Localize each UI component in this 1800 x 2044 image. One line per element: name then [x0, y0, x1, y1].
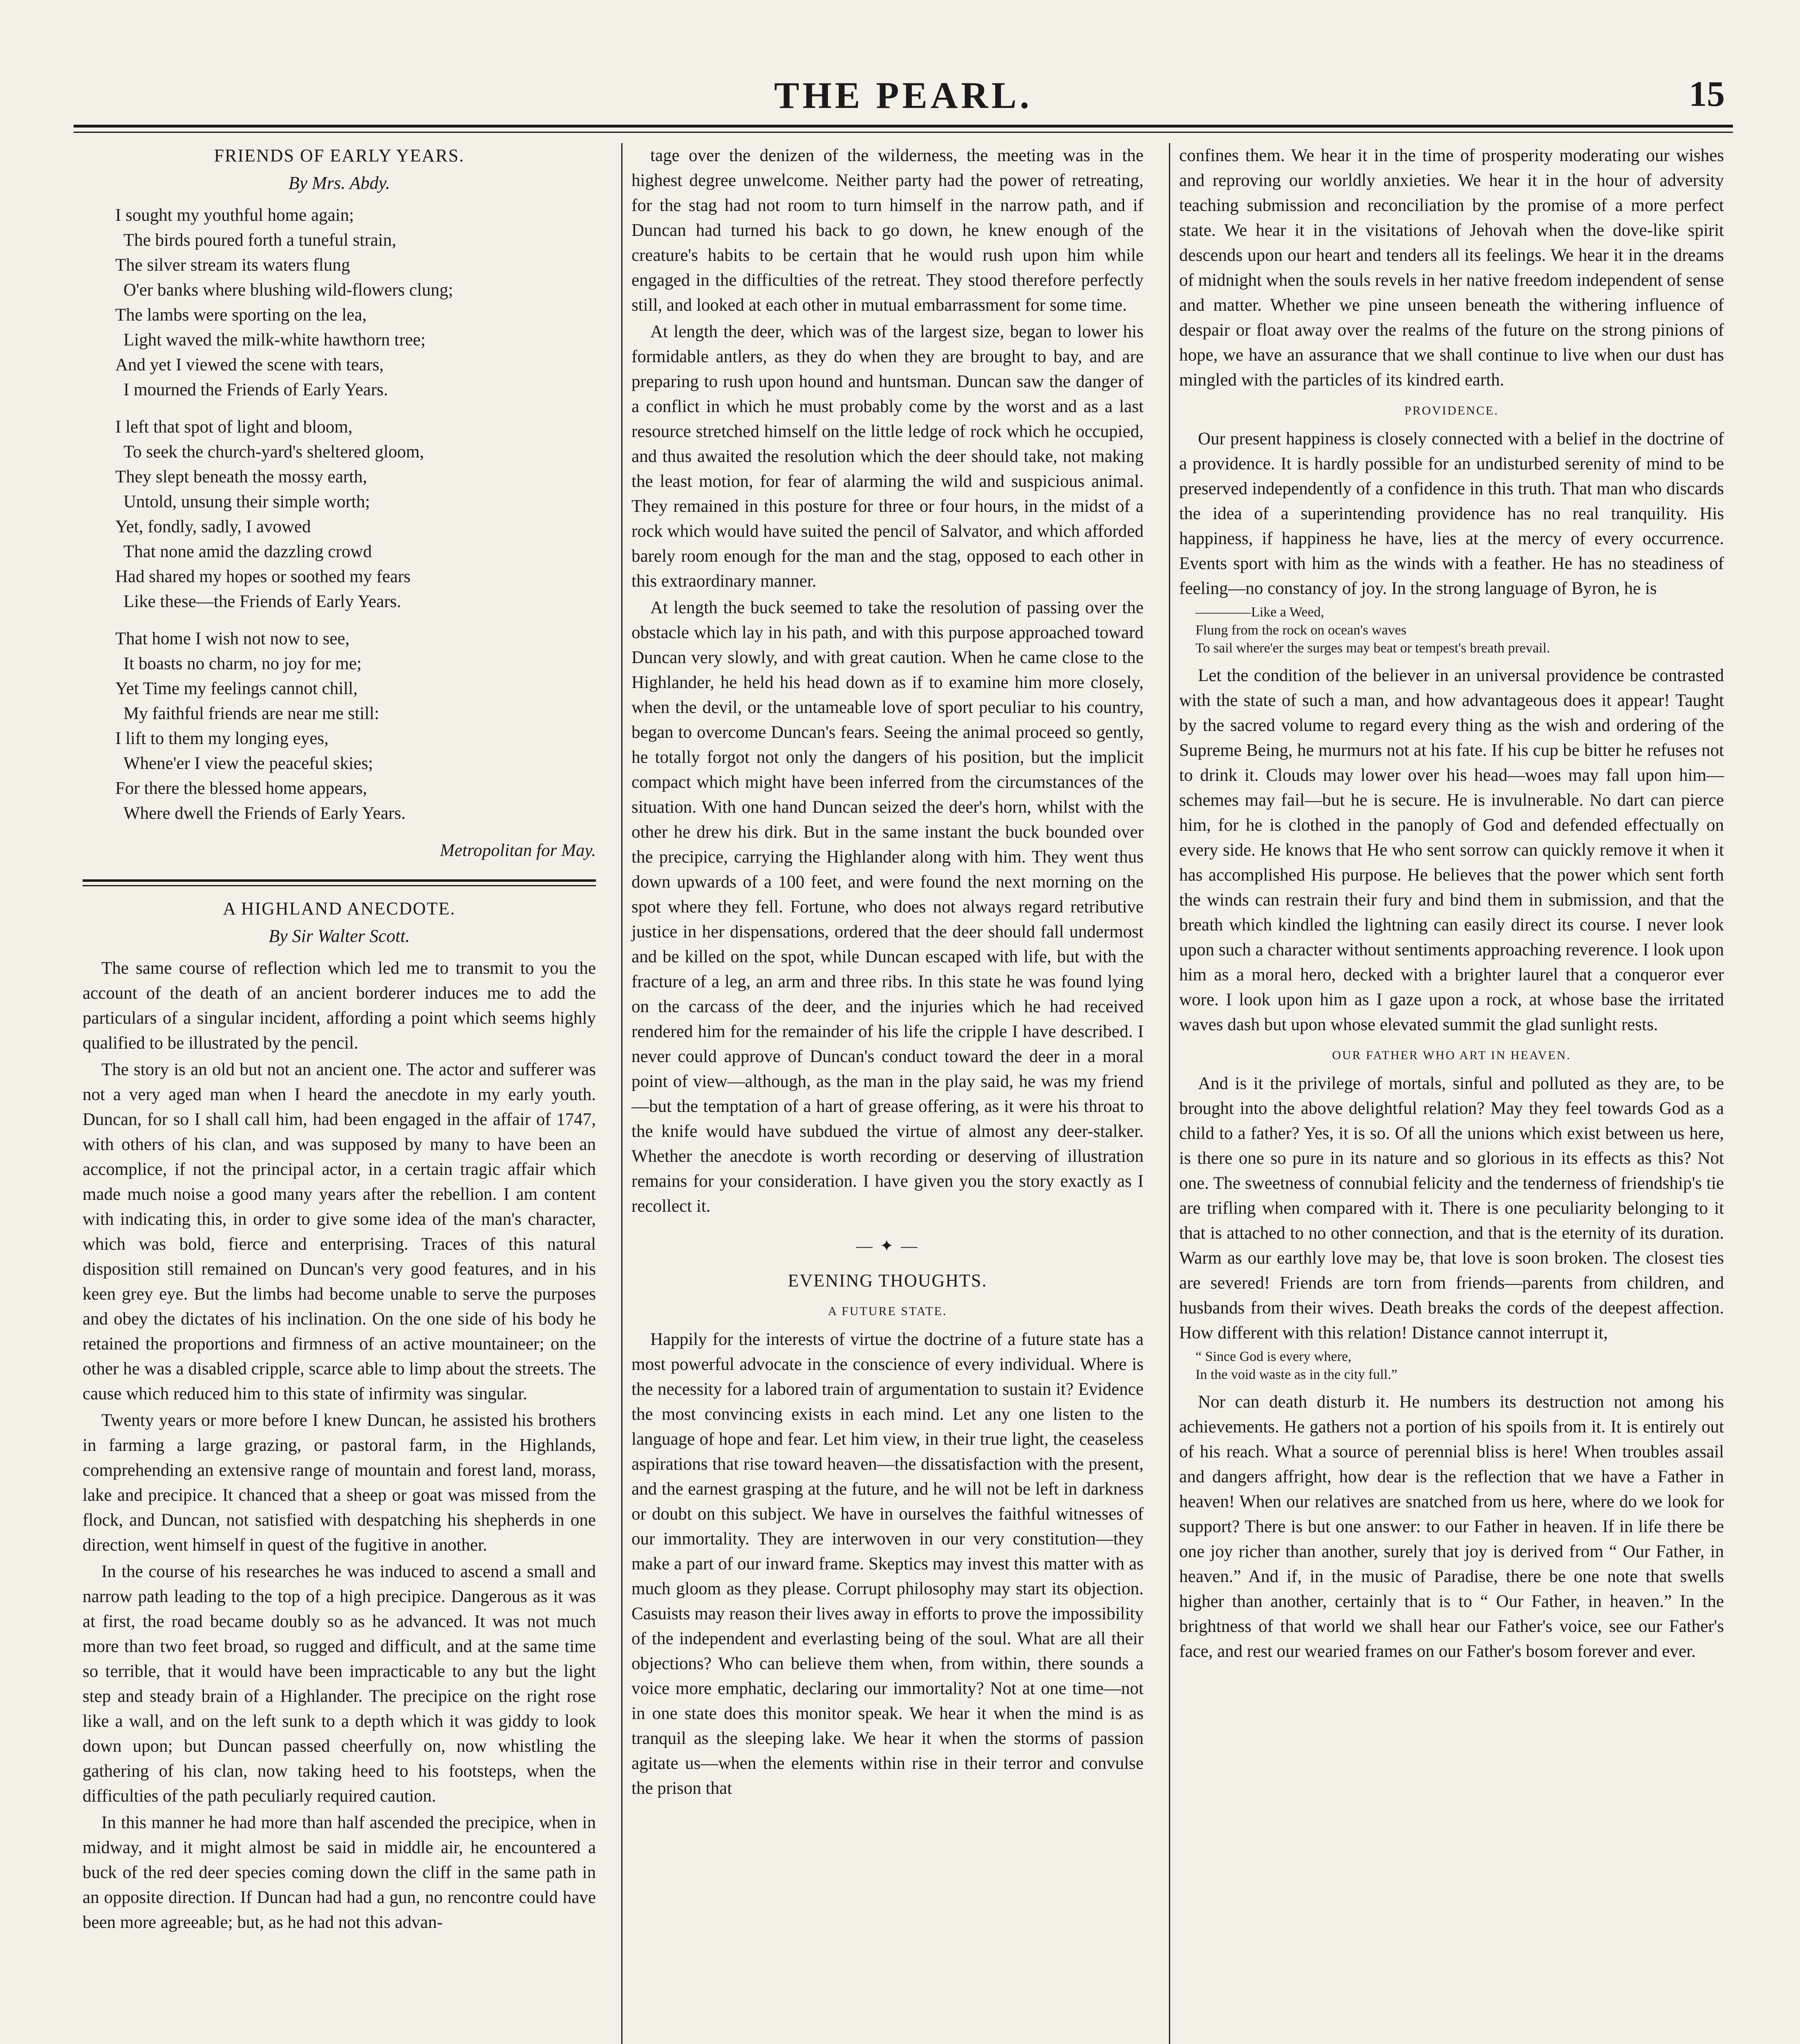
- poem-stanza: [83, 415, 596, 614]
- poem-line: The lambs were sporting on the lea,: [115, 305, 367, 325]
- anecdote-paragraph: At length the deer, which was of the largest size, began to lower his formidable antlers, as they do when they are brought to bay, and are preparing to rush upon hound and huntsman. Duncan saw the danger of a conflict in which he must probably come by the worst and as a last resource stretched himself on the little ledge of rock which he occupied, and thus awaited the resolution which the deer should take, not making the least motion, for fear of alarming the wild and suspicious animal. They remained in this posture for three or four hours, in the midst of a rock which would have suited the pencil of Salvator, and which afforded barely room enough for the man and the stag, opposed to each other in this extraordinary manner.: [631, 322, 1144, 591]
- evening-body: [631, 1327, 1144, 1801]
- header-rule: [74, 125, 1733, 128]
- poem-line: I left that spot of light and bloom,: [115, 417, 353, 437]
- anecdote-body: [83, 956, 596, 1935]
- anecdote-paragraph: In this manner he had more than half ascended the precipice, when in midway, and it might almost be said in middle air, he encountered a buck of the red deer species coming down the cliff in the same path in an opposite direction. If Duncan had had a gun, no rencontre could have been more agreeable; but, as he had not this advan-: [83, 1813, 596, 1932]
- poem-line: O'er banks where blushing wild-flowers clung;: [123, 280, 453, 300]
- masthead: [74, 61, 1733, 123]
- poem-line: Yet Time my feelings cannot chill,: [115, 679, 358, 698]
- column-2: [621, 143, 1153, 2044]
- anecdote-paragraph: Twenty years or more before I knew Duncan, he assisted his brothers in farming a large grazing, or pastoral farm, in the Highlands, comprehending an extensive range of mountain and forest land, morass, lake and precipice. It chanced that a sheep or goat was missed from the flock, and Duncan, not satisfied with despatching his shepherds in one direction, went himself in quest of the fugitive in another.: [83, 1411, 596, 1555]
- quote-line: In the void waste as in the city full.”: [1196, 1367, 1397, 1382]
- father-quote: [1179, 1348, 1724, 1384]
- poem-stanza: [83, 203, 596, 402]
- anecdote-continued: [631, 143, 1144, 1219]
- page-number: 15: [1689, 74, 1725, 114]
- poem-line: Light waved the milk-white hawthorn tree;: [123, 330, 426, 350]
- poem-line: Yet, fondly, sadly, I avowed: [115, 517, 311, 536]
- anecdote-byline: By Sir Walter Scott.: [269, 926, 410, 946]
- anecdote-paragraph: The story is an old but not an ancient one. The actor and sufferer was not a very aged man when I heard the anecdote in my early youth. Duncan, for so I shall call him, had been engaged in the affair of 1747, with others of his clan, and was supposed by many to have been an accomplice, if not the principal actor, in a certain tragic affair which made much noise a good many years after the rebellion. I am content with indicating this, in order to give some idea of the man's character, which was bold, fierce and enterprising. Traces of this natural disposition still remained on Duncan's very good features, and in his keen grey eye. But the limbs had become unable to serve the purposes and obey the dictates of his inclination. On the one side of his body he retained the proportions and firmness of an active mountaineer; on the other he was a disabled cripple, scarce able to limp about the streets. The cause which reduced him to this state of infirmity was singular.: [83, 1060, 596, 1403]
- poem-line: I lift to them my longing eyes,: [115, 729, 329, 748]
- poem-stanza: [83, 626, 596, 826]
- poem-byline: By Mrs. Abdy.: [288, 173, 390, 193]
- poem-line: The silver stream its waters flung: [115, 256, 350, 275]
- quote-line: ————Like a Weed,: [1196, 605, 1324, 620]
- father-body-b: [1179, 1390, 1724, 1664]
- evening-title: EVENING THOUGHTS.: [788, 1271, 987, 1291]
- header-rule-thin: [74, 132, 1733, 133]
- quote-line: Flung from the rock on ocean's waves: [1196, 623, 1406, 638]
- father-title: OUR FATHER WHO ART IN HEAVEN.: [1332, 1049, 1571, 1062]
- poem-line: I sought my youthful home again;: [115, 206, 354, 225]
- anecdote-paragraph: tage over the denizen of the wilderness, the meeting was in the highest degree unwelcome. Neither party had the power of retreating, for the stag had not room to turn himself in the narrow path, and if Duncan had turned his back to go down, he knew enough of the creature's habits to be certain that he would rush upon him while engaged in the difficulties of the retreat. They stood therefore perfectly still, and looked at each other in mutual embarrassment for some time.: [631, 146, 1144, 315]
- poem-line: Untold, unsung their simple worth;: [123, 492, 370, 511]
- anecdote-title: A HIGHLAND ANECDOTE.: [223, 899, 456, 919]
- byron-quote: [1179, 603, 1724, 657]
- poem-line: That home I wish not now to see,: [115, 629, 350, 648]
- poem-line: And yet I viewed the scene with tears,: [115, 355, 384, 374]
- father-paragraph: Nor can death disturb it. He numbers its destruction not among his achievements. He gathers not a portion of his spoils from it. It is entirely out of his reach. What a source of perennial bliss is here! When troubles assail and dangers affright, how dear is the reflection that we have a Father in heaven! When our relatives are snatched from us here, where do we look for support? There is but one answer: to our Father in heaven. If in life there be one joy richer than another, surely that joy is derived from “ Our Father, in heaven.” And if, in the music of Paradise, there be one note that swells higher than another, certainly that is to “ Our Father, in heaven.” In the brightness of that world we shall hear our Father's voice, see our Father's face, and rest our wearied frames on our Father's bosom forever and ever.: [1179, 1392, 1724, 1661]
- ornament-divider: — ✦ —: [856, 1237, 919, 1255]
- poem-line: My faithful friends are near me still:: [123, 704, 379, 723]
- evening-subtitle: A FUTURE STATE.: [828, 1304, 947, 1318]
- quote-line: To sail where'er the surges may beat or tempest's breath prevail.: [1196, 641, 1550, 656]
- intro-paragraph: confines them. We hear it in the time of prosperity moderating our wishes and reproving our worldly anxieties. We hear it in the hour of adversity teaching submission and reconciliation by the promise of a more perfect state. We hear it in the visitations of Jehovah when the dove-like spirit descends upon our heart and tenders all its feelings. We hear it in the dreams of midnight when the souls revels in her native freedom independent of sense and matter. Whether we pine unseen beneath the withering influence of despair or float away over the realms of the future on the strong pinions of hope, we have an assurance that we shall continue to live when our dust has mingled with the particles of its kindred earth.: [1179, 146, 1724, 390]
- section-divider: [83, 879, 596, 886]
- poem-line: They slept beneath the mossy earth,: [115, 467, 367, 486]
- providence-title: PROVIDENCE.: [1404, 404, 1499, 417]
- column-1: [74, 143, 605, 2044]
- poem-body: [83, 203, 596, 826]
- evening-paragraph: Happily for the interests of virtue the doctrine of a future state has a most powerful advocate in the conscience of every individual. Where is the necessity for a labored train of argumentation to sustain it? Evidence the most convincing exists in each mind. Let any one listen to the language of hope and fear. Let him view, in their true light, the ceaseless aspirations that rise toward heaven—the dissatisfaction with the present, and the earnest grasping at the future, and he will not be left in darkness or doubt on this subject. We have in ourselves the faithful witnesses of our immortality. They are interwoven in our very constitution—they make a part of our inward frame. Skeptics may invest this matter with as much gloom as they please. Corrupt philosophy may start its objection. Casuists may reason their lives away in efforts to prove the impossibility of the independent and everlasting being of the soul. What are all their objections? Who can believe them when, from within, there sounds a voice more emphatic, declaring our immortality? Not at one time—not in one state does this monitor speak. We hear it when the mind is as tranquil as the sleeping lake. We hear it when the storms of passion agitate us—when the elements within rise in their terror and convulse the prison that: [631, 1330, 1144, 1798]
- page-title: THE PEARL.: [774, 74, 1033, 116]
- poem-line: That none amid the dazzling crowd: [123, 542, 372, 561]
- quote-line: “ Since God is every where,: [1196, 1349, 1352, 1364]
- providence-body-b: [1179, 663, 1724, 1037]
- poem-line: Had shared my hopes or soothed my fears: [115, 567, 411, 586]
- anecdote-paragraph: In the course of his researches he was induced to ascend a small and narrow path leading to the top of a high precipice. Dangerous as it was at first, the road became doubly so as he advanced. It was not much more than two feet broad, so rugged and difficult, and at the same time so terrible, that it would have been impracticable to any but the light step and steady brain of a Highlander. The precipice on the right rose like a wall, and on the left sunk to a depth which it was giddy to look down upon; but Duncan passed cheerfully on, now whistling the gathering of his clan, now taking heed to his footsteps, when the difficulties of the path peculiarly required caution.: [83, 1562, 596, 1806]
- poem-title: FRIENDS OF EARLY YEARS.: [214, 146, 465, 166]
- poem-line: To seek the church-yard's sheltered gloom,: [123, 442, 424, 462]
- father-body-a: [1179, 1071, 1724, 1345]
- anecdote-paragraph: At length the buck seemed to take the resolution of passing over the obstacle which lay in his path, and with this purpose approached toward Duncan very slowly, and with great caution. When he came close to the Highlander, he held his head down as if to examine him more closely, when the devil, or the untameable love of sport peculiar to his country, began to overcome Duncan's fears. Seeing the animal proceed so gently, he totally forgot not only the dangers of his position, but the implicit compact which might have been inferred from the circumstances of the situation. With one hand Duncan seized the deer's horn, whilst with the other he drew his dirk. But in the same instant the buck bounded over the precipice, carrying the Highlander along with him. They went thus down upwards of a 100 feet, and were found the next morning on the spot where they fell. Fortune, who does not always regard retributive justice in her dispensations, ordered that the deer should fall undermost and be killed on the spot, while Duncan escaped with life, but with the fracture of a leg, an arm and three ribs. In this state he was found lying on the carcass of the deer, and the injuries which he had received rendered him for the remainder of his life the cripple I have described. I never could approve of Duncan's conduct toward the deer in a moral point of view—although, as the man in the play said, he was my friend—but the temptation of a hart of grease offering, as it were his throat to the knife would have subdued the virtue of almost any deer-stalker. Whether the anecdote is worth recording or deserving of illustration remains for your consideration. I have given you the story exactly as I recollect it.: [631, 598, 1144, 1216]
- providence-body-a: [1179, 426, 1724, 601]
- poem-line: It boasts no charm, no joy for me;: [123, 654, 362, 673]
- poem-line: For there the blessed home appears,: [115, 779, 367, 798]
- poem-line: I mourned the Friends of Early Years.: [123, 380, 388, 399]
- poem-line: The birds poured forth a tuneful strain,: [123, 231, 396, 250]
- poem-source: Metropolitan for May.: [440, 841, 596, 860]
- poem-line: Like these—the Friends of Early Years.: [123, 592, 401, 611]
- poem-line: Where dwell the Friends of Early Years.: [123, 804, 406, 823]
- poem-line: Whene'er I view the peaceful skies;: [123, 754, 373, 773]
- providence-paragraph: Let the condition of the believer in an universal providence be contrasted with the state of such a man, and how advantageous does it appear! Taught by the sacred volume to regard every thing as the wish and ordering of the Supreme Being, he murmurs not at his fate. If his cup be bitter he refuses not to drink it. Clouds may lower over his head—woes may fall upon him—schemes may fail—but he is secure. He is invulnerable. No dart can pierce him, for he is clothed in the panoply of God and defended effectually on every side. He knows that He who sent sorrow can quickly remove it when it has accomplished His purpose. He believes that the power which sent forth the winds can restrain their fury and bind them in submission, and that the breath which kindled the lightning can easily direct its course. I never look upon such a character without sentiments approaching reverence. I look upon him as a moral hero, decked with a brighter laurel that a conqueror ever wore. I look upon him as I gaze upon a rock, at whose base the irritated waves dash but upon whose elevated summit the glad sunlight rests.: [1179, 666, 1724, 1034]
- anecdote-paragraph: The same course of reflection which led me to transmit to you the account of the death of an ancient borderer induces me to add the particulars of a singular incident, affording a point which seems highly qualified to be illustrated by the pencil.: [83, 959, 596, 1053]
- providence-paragraph: Our present happiness is closely connected with a belief in the doctrine of a providence. It is hardly possible for an undisturbed serenity of mind to be preserved independently of a confidence in this truth. That man who discards the idea of a superintending providence has no real tranquility. His happiness, if happiness he have, lies at the mercy of every occurrence. Events sport with him as the winds with a feather. He has no steadiness of feeling—no constancy of joy. In the strong language of Byron, he is: [1179, 429, 1724, 598]
- father-paragraph: And is it the privilege of mortals, sinful and polluted as they are, to be brought into the above delightful relation? May they feel towards God as a child to a father? Yes, it is so. Of all the unions which exist between us here, is there one so pure in its nature and so glorious in its effects as this? Not one. The sweetness of connubial felicity and the tenderness of friendship's tie are trifling when compared with it. There is one peculiarity belonging to it that is attached to no other connection, and that is the eternity of its duration. Warm as our earthly love may be, that love is soon broken. The closest ties are severed! Friends are torn from friends—parents from children, and husbands from their wives. Death breaks the cords of the deepest affection. How different with this relation! Distance cannot interrupt it,: [1179, 1074, 1724, 1342]
- column-3: [1169, 143, 1733, 2044]
